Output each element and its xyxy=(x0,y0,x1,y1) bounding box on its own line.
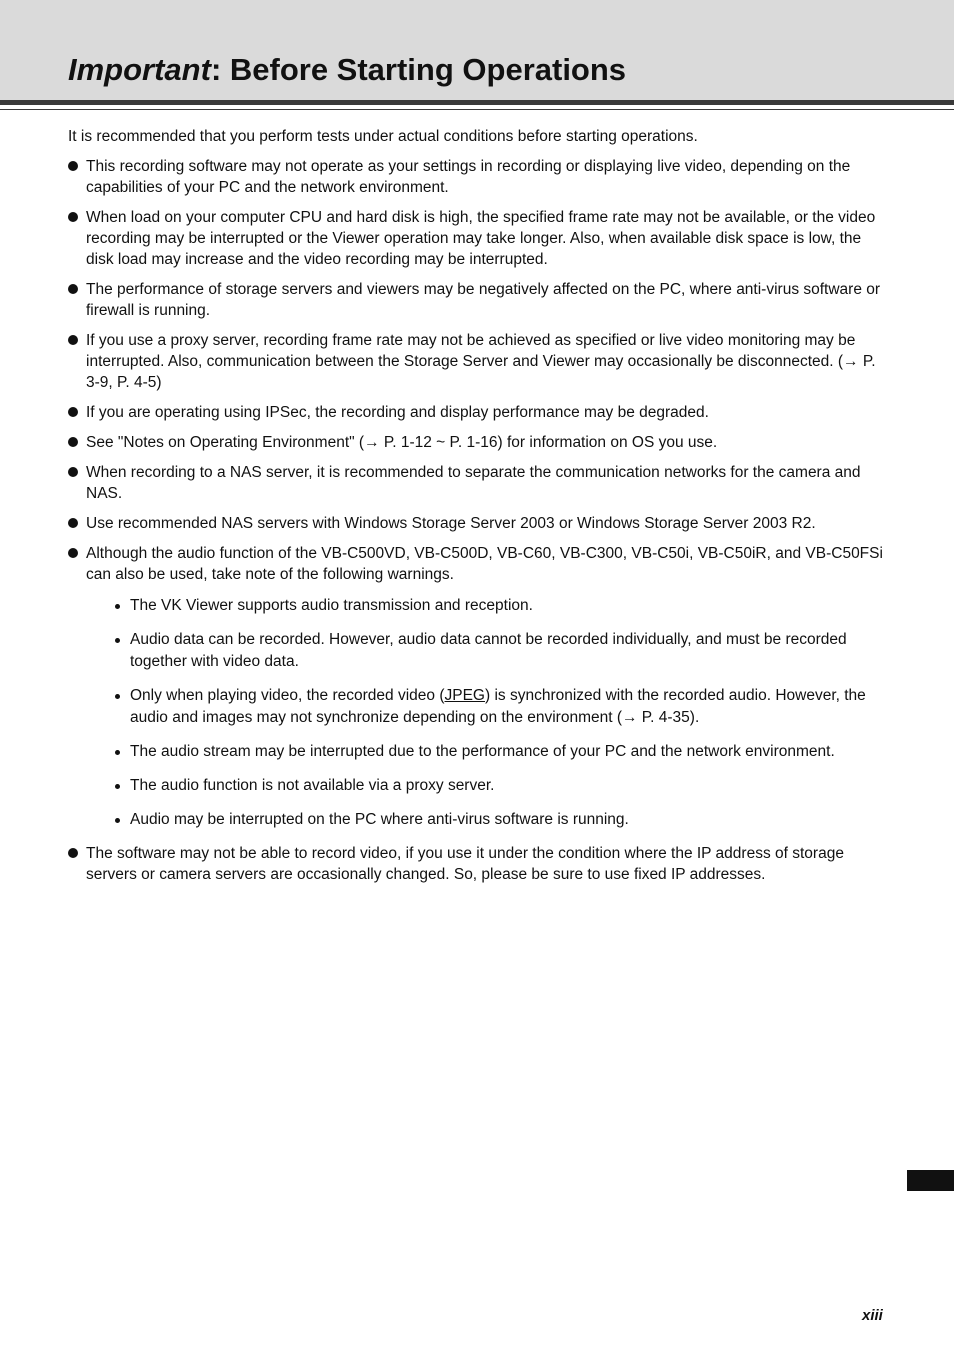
sub-list-item xyxy=(86,685,888,729)
small-bullet-icon xyxy=(115,694,120,699)
list-item-text: The performance of storage servers and viewers may be negatively affected on the PC, where anti-virus software or firewall is running. xyxy=(86,281,881,319)
sub-list-item-text: The audio stream may be interrupted due to the performance of your PC and the network environment. xyxy=(130,743,835,760)
chapter-tab-marker xyxy=(907,1170,954,1191)
small-bullet-icon xyxy=(115,750,120,755)
header-rule-thin xyxy=(0,109,954,110)
list-item-text: See "Notes on Operating Environment" (→ P. 1-12 ~ P. 1-16) for information on OS you use. xyxy=(86,434,718,451)
bullet-dot-icon xyxy=(68,437,78,447)
page-number: xiii xyxy=(862,1307,883,1324)
page-title-rest: : Before Starting Operations xyxy=(210,52,627,87)
list-item xyxy=(68,843,888,885)
main-content xyxy=(68,126,888,894)
list-item-text: The software may not be able to record video, if you use it under the condition where the IP address of storage servers or camera servers are occasionally changed. So, please be sure to use fixed IP addresses. xyxy=(86,845,844,883)
text-segment: ) is synchronized with the recorded audio. However, the audio and images may not synchronize depending on the environment (→ P. 4-35). xyxy=(130,687,866,726)
sub-list-item xyxy=(86,629,888,673)
list-item xyxy=(68,207,888,270)
list-item-text: Use recommended NAS servers with Windows Storage Server 2003 or Windows Storage Server 2003 R2. xyxy=(86,515,816,532)
page-title xyxy=(68,52,626,88)
list-item xyxy=(68,432,888,453)
small-bullet-icon xyxy=(115,784,120,789)
page-title-emphasis: Important xyxy=(68,52,211,87)
list-item xyxy=(68,156,888,198)
sub-list-item xyxy=(86,775,888,797)
list-item-text: If you are operating using IPSec, the recording and display performance may be degraded. xyxy=(86,404,709,421)
bullet-dot-icon xyxy=(68,548,78,558)
list-item-text: When load on your computer CPU and hard disk is high, the specified frame rate may not be available, or the video recording may be interrupted or the Viewer operation may take longer. Also, when available disk space is low, the disk load may increase and the video recording may be interrupted. xyxy=(86,209,876,268)
list-item xyxy=(68,513,888,534)
list-item-text: If you use a proxy server, recording frame rate may not be achieved as specified or live video monitoring may be interrupted. Also, communication between the Storage Server and Viewer may occasionally be disconnected. (→ P. 3-9, P. 4-5) xyxy=(86,332,876,391)
sub-list-item-text: The VK Viewer supports audio transmission and reception. xyxy=(130,597,533,614)
small-bullet-icon xyxy=(115,604,120,609)
bullet-dot-icon xyxy=(68,161,78,171)
small-bullet-icon xyxy=(115,638,120,643)
header-rule-thick xyxy=(0,100,954,105)
list-item-text: Although the audio function of the VB-C500VD, VB-C500D, VB-C60, VB-C300, VB-C50i, VB-C50iR, and VB-C50FSi can also be used, take note of the following warnings. xyxy=(86,545,883,583)
bullet-dot-icon xyxy=(68,467,78,477)
sub-list-item-text xyxy=(130,687,866,726)
bullet-dot-icon xyxy=(68,407,78,417)
bullet-dot-icon xyxy=(68,518,78,528)
audio-warnings-list xyxy=(86,595,888,831)
bullet-dot-icon xyxy=(68,284,78,294)
list-item xyxy=(68,462,888,504)
list-item xyxy=(68,543,888,831)
sub-list-item xyxy=(86,595,888,617)
jpeg-link[interactable]: JPEG xyxy=(444,687,485,704)
text-segment: Only when playing video, the recorded video ( xyxy=(130,687,445,704)
list-item-text: When recording to a NAS server, it is recommended to separate the communication networks for the camera and NAS. xyxy=(86,464,861,502)
bullet-dot-icon xyxy=(68,848,78,858)
list-item xyxy=(68,330,888,393)
sub-list-item xyxy=(86,741,888,763)
page-header xyxy=(0,0,954,100)
list-item-text: This recording software may not operate as your settings in recording or displaying live video, depending on the capabilities of your PC and the network environment. xyxy=(86,158,851,196)
sub-list-item xyxy=(86,809,888,831)
list-item xyxy=(68,402,888,423)
small-bullet-icon xyxy=(115,818,120,823)
bullet-dot-icon xyxy=(68,212,78,222)
sub-list-item-text: Audio may be interrupted on the PC where anti-virus software is running. xyxy=(130,811,629,828)
intro-text: It is recommended that you perform tests under actual conditions before starting operations. xyxy=(68,128,698,145)
bullet-dot-icon xyxy=(68,335,78,345)
sub-list-item-text: Audio data can be recorded. However, audio data cannot be recorded individually, and must be recorded together with video data. xyxy=(130,631,847,670)
sub-list-item-text: The audio function is not available via a proxy server. xyxy=(130,777,495,794)
list-item xyxy=(68,279,888,321)
